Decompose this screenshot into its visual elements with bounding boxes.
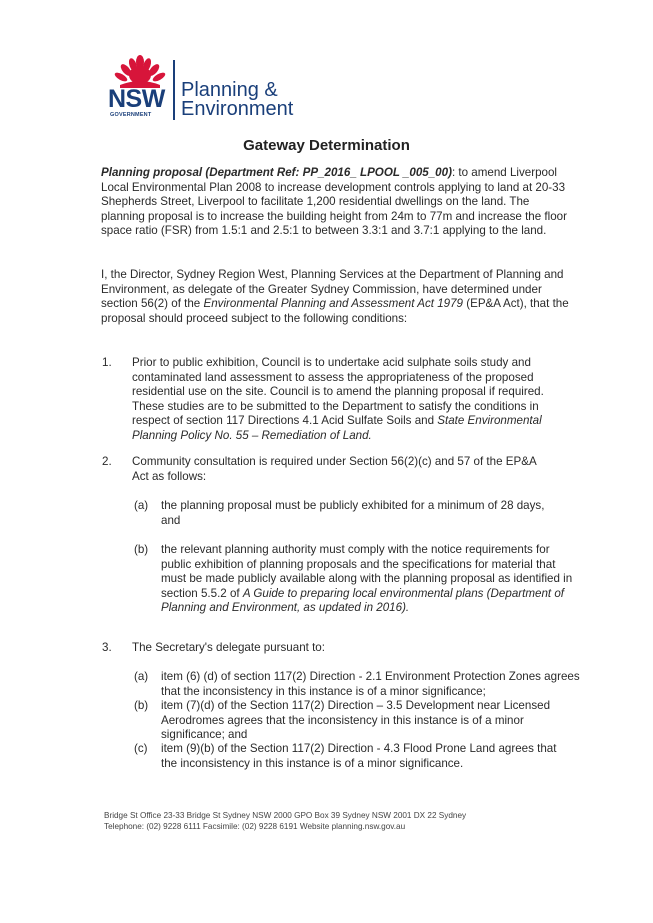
dept-name-line2: Environment [181, 98, 294, 120]
government-wordmark: GOVERNMENT [110, 112, 152, 118]
subitem-text: item (6) (d) of section 117(2) Direction - 2.1 Environment Protection Zones agrees that the inconsistency in this instance is of a minor significance; [161, 670, 580, 698]
subitem-body: the relevant planning authority must comply with the notice requirements for public exhibition of planning proposals and the specifications for material that must be made publicly available along with the planning proposal as identified in section 5.5.2 of [161, 543, 573, 600]
guide-title: A Guide to preparing local environmental plans (Department of Planning and Environment, as updated in 2016). [161, 586, 565, 614]
subitem-label: (c) [134, 742, 148, 755]
footer [104, 810, 564, 832]
nsw-planning-logo [104, 55, 314, 125]
subitem-text [161, 499, 551, 528]
footer-address: Bridge St Office 23-33 Bridge St Sydney NSW 2000 GPO Box 39 Sydney NSW 2001 DX 22 Sydney [104, 811, 467, 820]
condition-text: The Secretary's delegate pursuant to: [132, 641, 325, 654]
condition-italic: State Environmental Planning Policy No. 55 – Remediation of Land. [132, 414, 542, 442]
determination-text-1: I, the Director, Sydney Region West, Planning Services at the Department of Planning and Environment, as delegate of the Greater Sydney Commission, have determined under section 56(2) of the [101, 268, 564, 310]
condition-body: Prior to public exhibition, Council is to undertake acid sulphate soils study and contaminated land assessment to assess the appropriateness of the proposed residential use on the site. Council is to amend the planning proposal if required. These studies are to be submitted to the Department to satisfy the conditions in respect of section 117 Directions 4.1 Acid Sulfate Soils and [132, 356, 544, 427]
condition-number: 1. [102, 356, 112, 369]
dept-name-line1: Planning & [181, 79, 278, 101]
condition-number: 3. [102, 641, 112, 654]
waratah-icon [114, 55, 166, 89]
determination-text-2: (EP&A Act), that the proposal should proceed subject to the following conditions: [101, 297, 569, 325]
subitem-label: (a) [134, 499, 149, 512]
intro-text: : to amend Liverpool Local Environmental Plan 2008 to increase development controls applying to land at 20-33 Shepherds Street, Liverpool to facilitate 1,200 residential dwellings on the land. The planning proposal is to increase the building height from 24m to 77m and increase the floor space ratio (FSR) from 1.5:1 and 2.5:1 to between 3.3:1 and 3.7:1 applying to the land. [101, 166, 567, 237]
intro-paragraph [101, 166, 571, 239]
subitem-text [161, 543, 573, 616]
page-title: Gateway Determination [243, 137, 410, 154]
condition-number: 2. [102, 455, 112, 468]
subitem-label: (b) [134, 543, 149, 556]
act-title: Environmental Planning and Assessment Act 1979 [203, 297, 463, 310]
condition-text [132, 356, 572, 443]
subitem-label: (b) [134, 699, 149, 712]
nsw-wordmark: NSW [108, 85, 165, 113]
logo-divider [173, 60, 175, 120]
proposal-reference: Planning proposal (Department Ref: PP_2016_ LPOOL _005_00) [101, 166, 452, 179]
subitem-label: (a) [134, 670, 149, 683]
determination-paragraph [101, 268, 571, 326]
subitem-text: item (9)(b) of the Section 117(2) Direction - 4.3 Flood Prone Land agrees that the inconsistency in this instance is of a minor significance. [161, 742, 557, 770]
footer-contact: Telephone: (02) 9228 6111 Facsimile: (02) 9228 6191 Website planning.nsw.gov.au [104, 822, 406, 831]
subitem-body: the planning proposal must be publicly exhibited for a minimum of 28 days, and [161, 499, 545, 527]
subitem-text: item (7)(d) of the Section 117(2) Direction – 3.5 Development near Licensed Aerodromes agrees that the inconsistency in this instance is of a minor significance; and [161, 699, 551, 741]
condition-text: Community consultation is required under Section 56(2)(c) and 57 of the EP&A Act as follows: [132, 455, 537, 483]
